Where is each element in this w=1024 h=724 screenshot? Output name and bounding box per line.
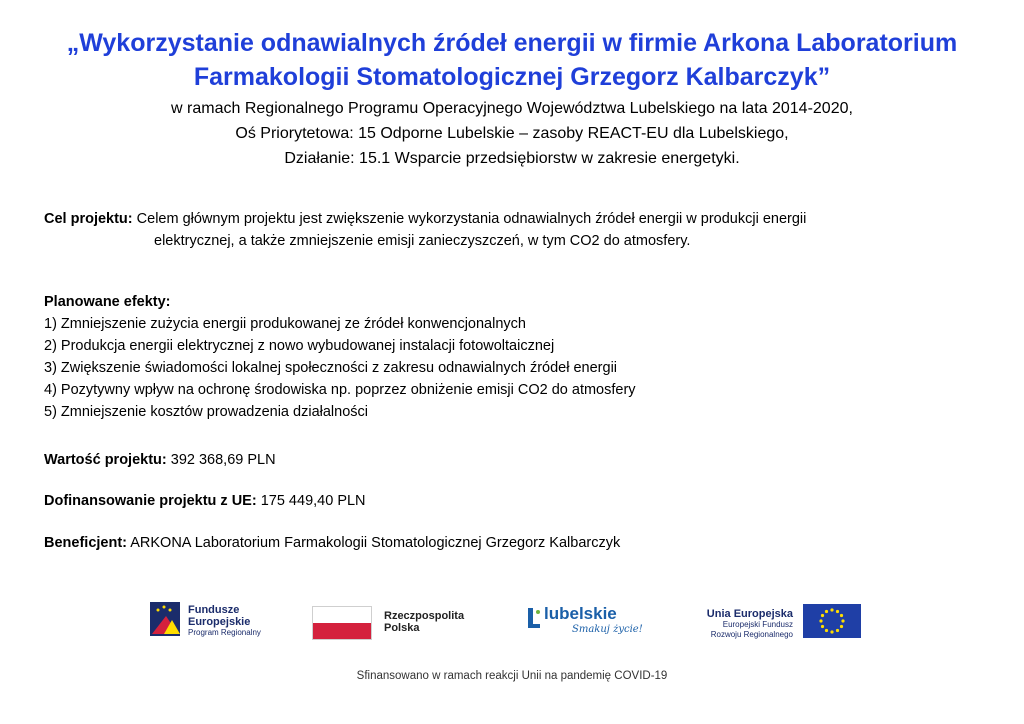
unia-europejska-logo bbox=[685, 596, 870, 652]
list-item: 4) Pozytywny wpływ na ochronę środowiska np. poprzez obniżenie emisji CO2 do atmosfery bbox=[44, 382, 636, 398]
eu-funding-label: Dofinansowanie projektu z UE: bbox=[44, 493, 257, 509]
project-goal-text-1: Celem głównym projektu jest zwiększenie wykorzystania odnawialnych źródeł energii w produkcji energii bbox=[132, 211, 807, 227]
lubelskie-logo bbox=[524, 596, 654, 652]
ue-line-1: Unia Europejska bbox=[706, 608, 793, 620]
rp-line-2: Polska bbox=[384, 622, 420, 634]
fe-line-3: Program Regionalny bbox=[188, 628, 261, 637]
project-value bbox=[44, 449, 276, 471]
fundusze-europejskie-icon bbox=[150, 602, 180, 636]
list-item: 3) Zwiększenie świadomości lokalnej społeczności z zakresu odnawialnych źródeł energii bbox=[44, 360, 618, 376]
ue-line-2: Europejski Fundusz bbox=[722, 620, 793, 629]
eu-flag-icon bbox=[803, 604, 861, 638]
eu-funding-amount: 175 449,40 PLN bbox=[256, 493, 366, 509]
ue-line-3: Rozwoju Regionalnego bbox=[710, 630, 793, 639]
program-line-2: Oś Priorytetowa: 15 Odporne Lubelskie – zasoby REACT-EU dla Lubelskiego, bbox=[235, 125, 789, 142]
list-item: 1) Zmniejszenie zużycia energii produkowanej ze źródeł konwencjonalnych bbox=[44, 316, 526, 332]
fundusze-europejskie-logo bbox=[150, 596, 290, 652]
list-item: 2) Produkcja energii elektrycznej z nowo wybudowanej instalacji fotowoltaicznej bbox=[44, 338, 555, 354]
project-goal-label: Cel projektu: bbox=[44, 211, 133, 227]
polish-flag-icon bbox=[312, 606, 372, 640]
program-line-1: w ramach Regionalnego Programu Operacyjnego Województwa Lubelskiego na lata 2014-2020, bbox=[171, 100, 853, 117]
title-line-2: Farmakologii Stomatologicznej Grzegorz Kalbarczyk” bbox=[193, 63, 831, 91]
project-title bbox=[0, 26, 1024, 94]
eu-funding bbox=[44, 490, 366, 512]
program-line-3: Działanie: 15.1 Wsparcie przedsiębiorstw w zakresie energetyki. bbox=[284, 150, 740, 167]
planned-effects-list bbox=[44, 313, 636, 423]
project-value-amount: 392 368,69 PLN bbox=[166, 452, 276, 468]
planned-effects-label: Planowane efekty: bbox=[44, 294, 171, 310]
fundusze-europejskie-text bbox=[188, 604, 261, 637]
beneficiary bbox=[44, 532, 620, 554]
title-line-1: „Wykorzystanie odnawialnych źródeł energii w firmie Arkona Laboratorium bbox=[66, 29, 958, 57]
lubelskie-mark-icon bbox=[524, 606, 542, 630]
beneficiary-label: Beneficjent: bbox=[44, 535, 127, 551]
program-info bbox=[0, 96, 1024, 171]
beneficiary-name: ARKONA Laboratorium Farmakologii Stomatologicznej Grzegorz Kalbarczyk bbox=[127, 535, 621, 551]
lubelskie-name: lubelskie bbox=[544, 604, 617, 623]
rzeczpospolita-polska-text bbox=[384, 610, 464, 634]
fe-line-1: Fundusze bbox=[188, 604, 240, 616]
planned-effects bbox=[44, 291, 636, 423]
lubelskie-slogan: Smakuj życie! bbox=[572, 624, 643, 635]
rp-line-1: Rzeczpospolita bbox=[384, 610, 465, 622]
unia-europejska-text bbox=[685, 608, 793, 640]
project-goal-text-2: elektrycznej, a także zmniejszenie emisji zanieczyszczeń, w tym CO2 do atmosfery. bbox=[154, 233, 691, 249]
list-item: 5) Zmniejszenie kosztów prowadzenia działalności bbox=[44, 404, 368, 420]
funding-logos-strip bbox=[140, 596, 870, 652]
rzeczpospolita-polska-logo bbox=[312, 596, 482, 652]
project-goal bbox=[44, 208, 964, 252]
fe-line-2: Europejskie bbox=[188, 616, 251, 628]
project-value-label: Wartość projektu: bbox=[44, 452, 167, 468]
covid-funding-note: Sfinansowano w ramach reakcji Unii na pandemię COVID-19 bbox=[356, 670, 668, 682]
